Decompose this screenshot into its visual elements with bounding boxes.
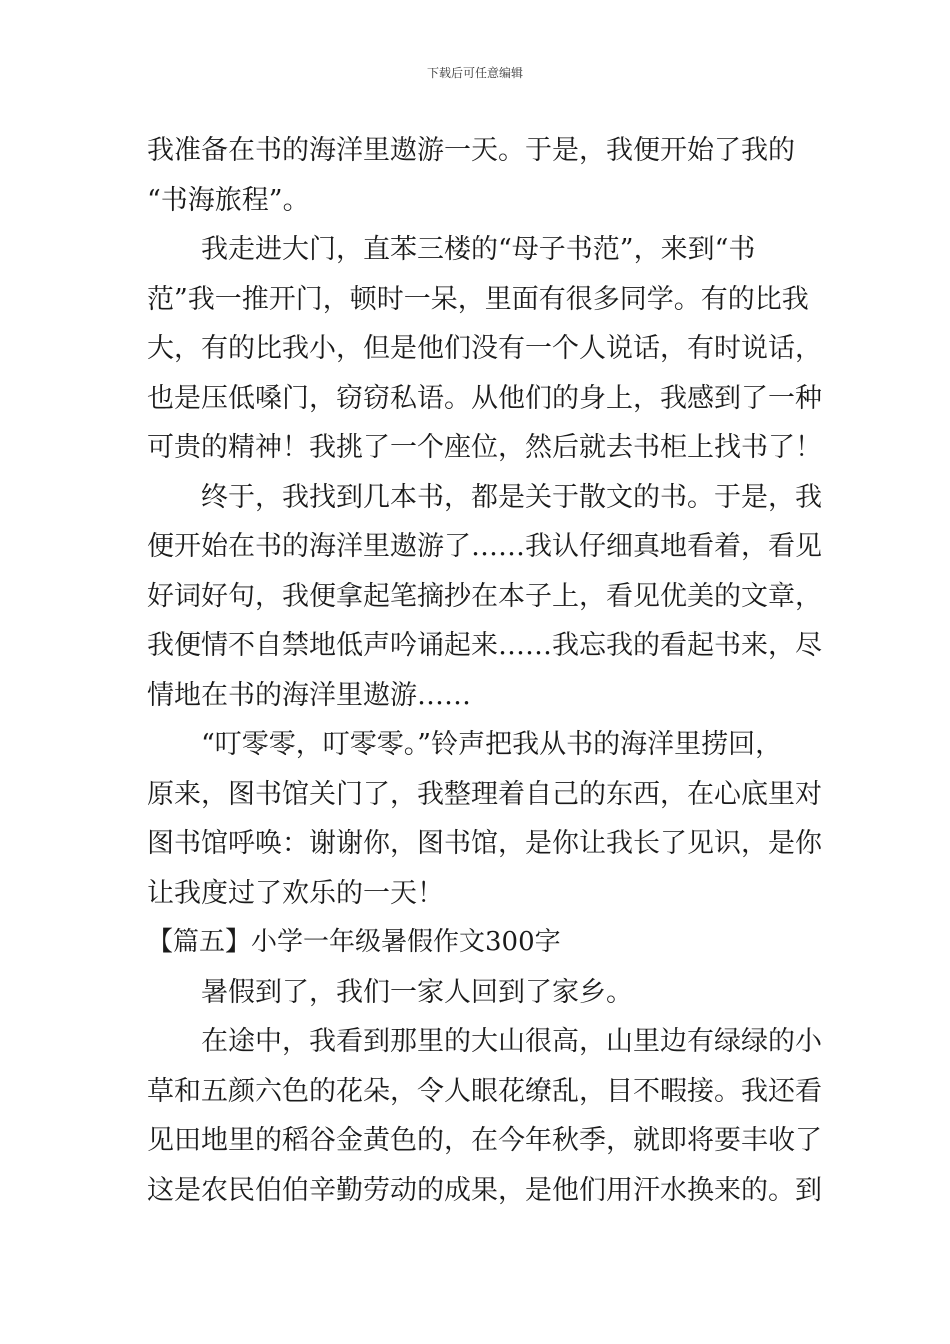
paragraph-start-line: 暑假到了，我们一家人回到了家乡。 — [201, 976, 633, 1008]
paragraph-start-line: “叮零零，叮零零。”铃声把我从书的海洋里捞回， — [201, 729, 783, 760]
section-heading: 【篇五】小学一年级暑假作文300字 — [147, 927, 561, 957]
text-line: 也是压低嗓门，窃窃私语。从他们的身上，我感到了一种 — [147, 382, 822, 414]
text-line: 原来，图书馆关门了，我整理着自己的东西，在心底里对 — [147, 778, 822, 810]
text-line: 范”我一推开门，顿时一呆，里面有很多同学。有的比我 — [147, 283, 809, 315]
text-line: 便开始在书的海洋里遨游了……我认仔细真地看着，看见 — [147, 531, 822, 562]
text-line: 我便情不自禁地低声吟诵起来……我忘我的看起书来，尽 — [147, 630, 822, 661]
text-line: 图书馆呼唤：谢谢你，图书馆，是你让我长了见识，是你 — [147, 828, 822, 859]
text-line: “书海旅程”。 — [147, 184, 310, 216]
text-line: 这是农民伯伯辛勤劳动的成果，是他们用汗水换来的。到 — [147, 1174, 822, 1206]
text-line: 可贵的精神！我挑了一个座位，然后就去书柜上找书了！ — [147, 432, 822, 463]
text-line: 让我度过了欢乐的一天！ — [147, 877, 444, 909]
paragraph-start-line: 在途中，我看到那里的大山很高，山里边有绿绿的小 — [201, 1026, 822, 1057]
text-line: 情地在书的海洋里遨游…… — [147, 679, 471, 711]
paragraph-start-line: 我走进大门，直苯三楼的“母子书范”，来到“书 — [201, 234, 756, 265]
paragraph-start-line: 终于，我找到几本书，都是关于散文的书。于是，我 — [201, 481, 822, 513]
text-line: 我准备在书的海洋里遨游一天。于是，我便开始了我的 — [147, 135, 795, 166]
essay-body — [147, 126, 822, 1215]
text-line: 见田地里的稻谷金黄色的，在今年秋季，就即将要丰收了 — [147, 1125, 822, 1156]
page-header-note: 下载后可任意编辑 — [426, 66, 523, 80]
text-line: 好词好句，我便拿起笔摘抄在本子上，看见优美的文章， — [147, 580, 822, 612]
text-line: 草和五颜六色的花朵，令人眼花缭乱，目不暇接。我还看 — [147, 1075, 822, 1107]
text-line: 大，有的比我小，但是他们没有一个人说话，有时说话， — [147, 333, 822, 364]
